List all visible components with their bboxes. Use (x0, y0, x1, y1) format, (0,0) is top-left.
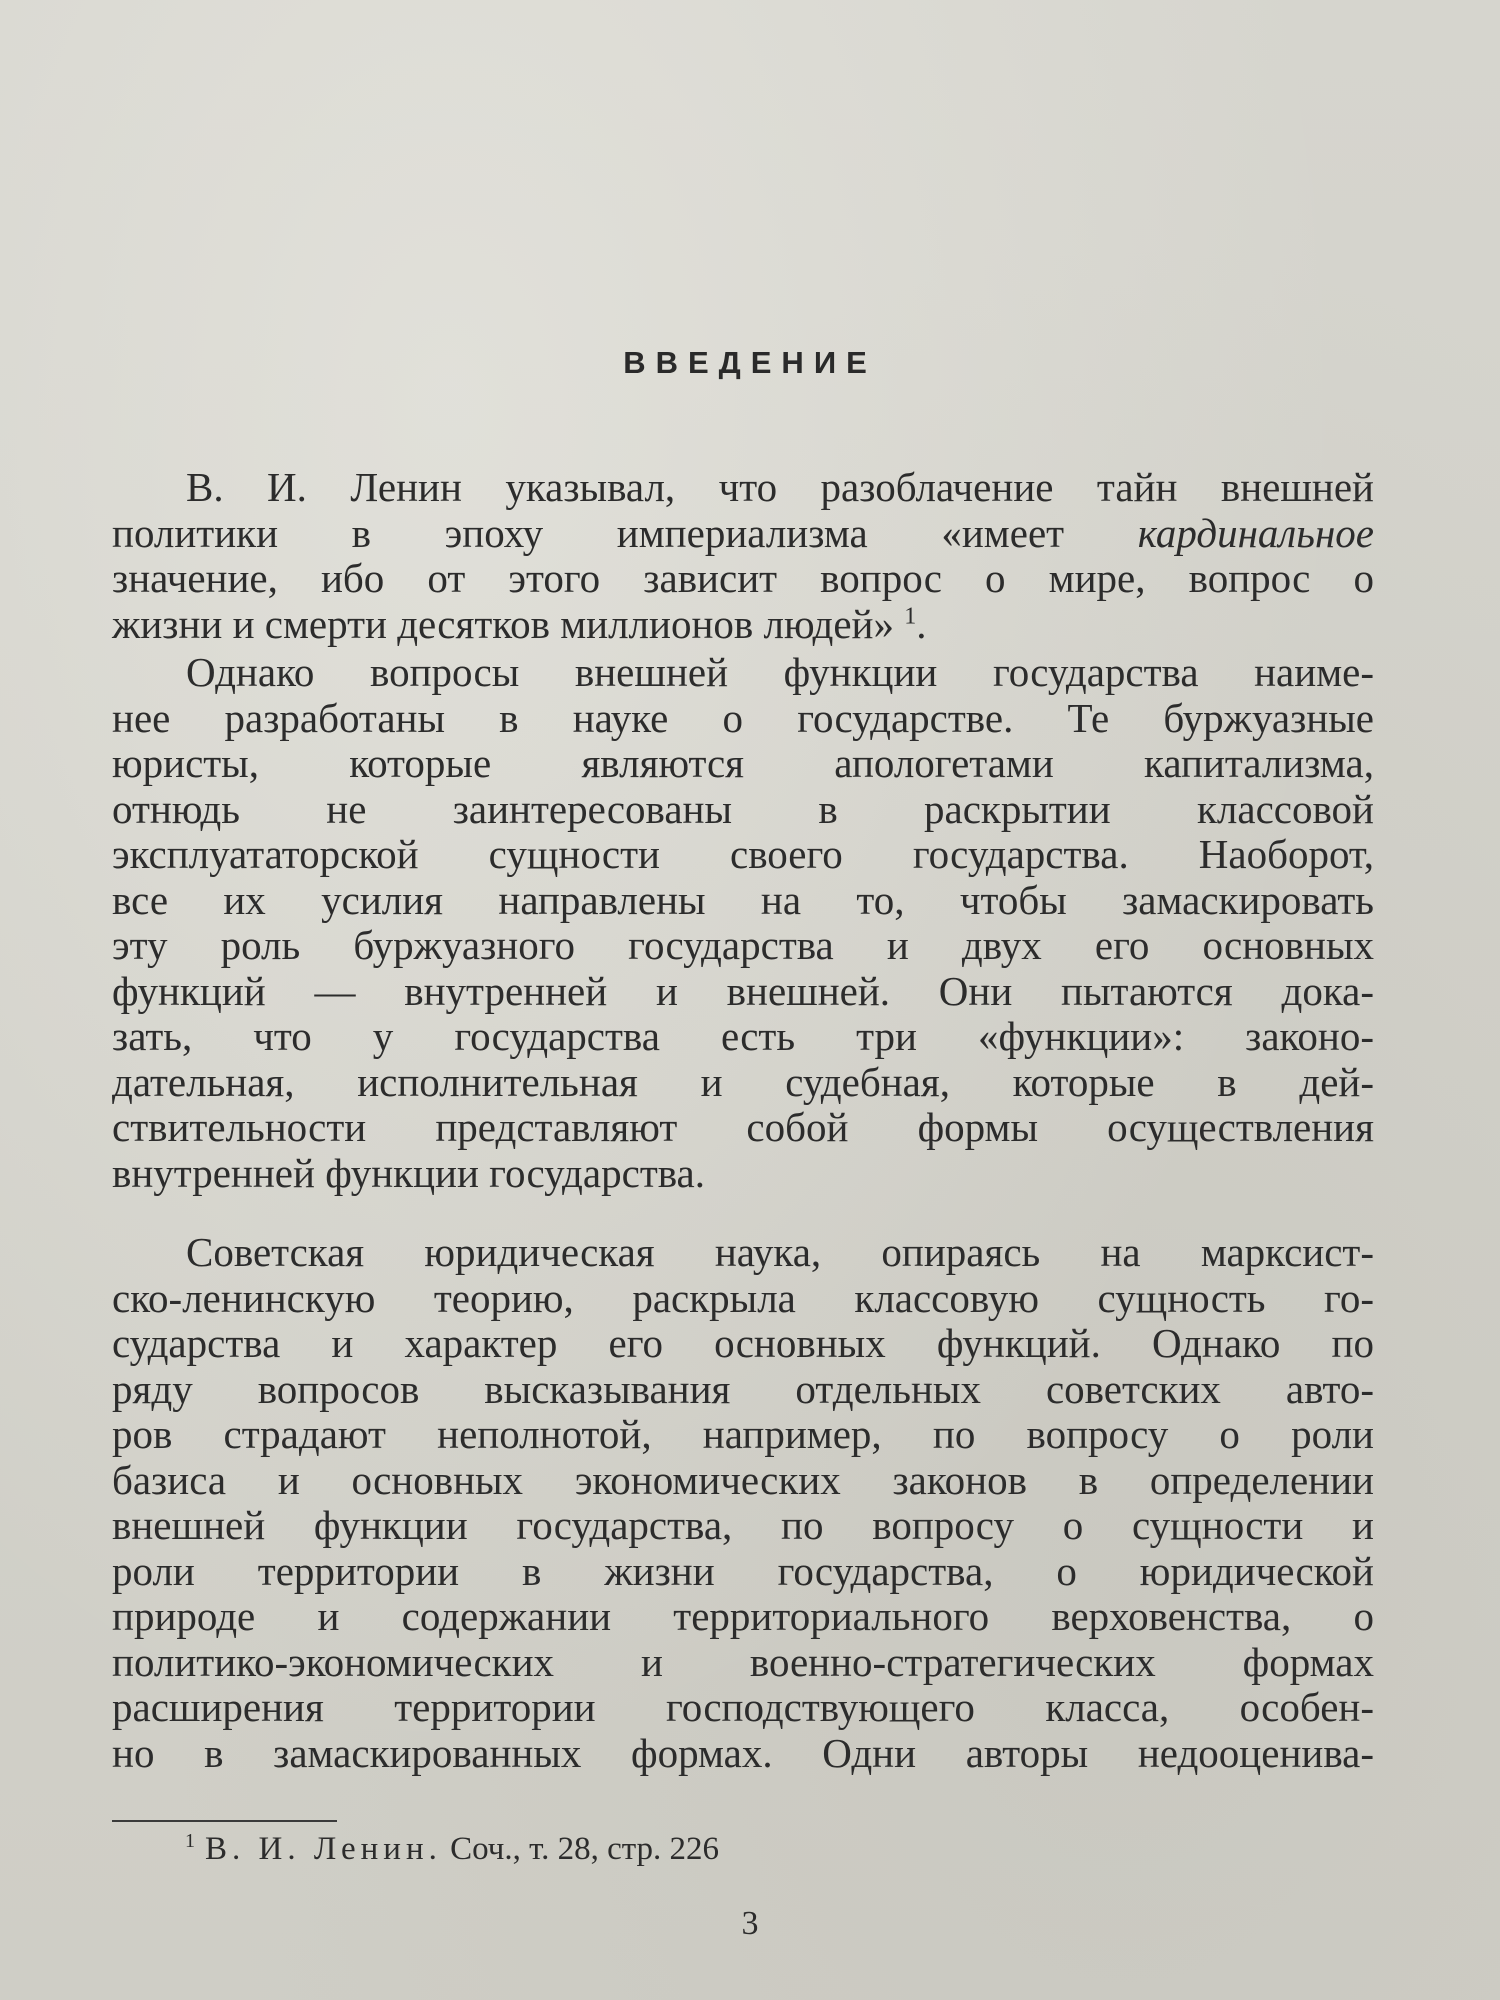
text-line: дательная, исполнительная и судебная, которые в дей- (112, 1058, 1374, 1105)
text-segment: . (916, 600, 927, 647)
text-segment: жизни и смерти десятков миллионов людей» (112, 600, 905, 647)
text-line: сударства и характер его основных функций. Однако по (112, 1320, 1374, 1366)
text-line: ров страдают неполнотой, например, по вопросу о роли (112, 1411, 1374, 1457)
text-line: расширения территории господствующего класса, особен- (112, 1684, 1374, 1730)
paragraph-2 (112, 650, 1374, 1196)
footnote-separator (112, 1820, 337, 1822)
text-line: зать, что у государства есть три «функции»: законо- (112, 1013, 1374, 1059)
italic-word: кардинальное (1137, 509, 1374, 556)
text-line: ряду вопросов высказывания отдельных советских авто- (112, 1365, 1374, 1412)
footnote-mark: 1 (185, 1830, 195, 1852)
text-line: природе и содержании территориального верховенства, о (112, 1593, 1374, 1639)
text-line: функций — внутренней и внешней. Они пытаются дока- (112, 967, 1374, 1014)
text-line: Однако вопросы внешней функции государства наиме- (186, 649, 1374, 695)
text-line: внутренней функции государства. (112, 1149, 705, 1196)
text-line: ско-ленинскую теорию, раскрыла классовую сущность го- (112, 1274, 1374, 1321)
text-line: отнюдь не заинтересованы в раскрытии классовой (112, 785, 1374, 832)
footnote-source: Соч., т. 28, стр. 226 (450, 1831, 720, 1867)
text-line: юристы, которые являются апологетами капитализма, (112, 740, 1374, 786)
text-line: все их усилия направлены на то, чтобы замаскировать (112, 876, 1374, 923)
text-line: значение, ибо от этого зависит вопрос о мире, вопрос о (112, 555, 1374, 601)
chapter-heading: ВВЕДЕНИЕ (623, 345, 877, 380)
paragraph-1 (112, 465, 1374, 647)
text-segment: политики в эпоху империализма «имеет (112, 509, 1138, 556)
text-line: В. И. Ленин указывал, что разоблачение тайн внешней (186, 464, 1374, 510)
text-line: базиса и основных экономических законов в определении (112, 1456, 1374, 1503)
text-line: политико-экономических и военно-стратегических формах (112, 1638, 1374, 1685)
page-number: 3 (741, 1905, 759, 1942)
text-line: внешней функции государства, по вопросу о сущности и (112, 1502, 1374, 1548)
text-line (112, 511, 1374, 557)
footnote-reference[interactable]: 1 (904, 602, 917, 629)
text-line: нее разработаны в науке о государстве. Те буржуазные (112, 694, 1374, 741)
text-line: роли территории в жизни государства, о юридической (112, 1547, 1374, 1594)
footnote (185, 1830, 719, 1868)
text-line: Советская юридическая наука, опираясь на марксист- (186, 1229, 1374, 1275)
footnote-author: В. И. Ленин. (205, 1831, 442, 1867)
paragraph-3 (112, 1230, 1374, 1776)
text-line: ствительности представляют собой формы осуществления (112, 1104, 1374, 1150)
text-line: но в замаскированных формах. Одни авторы недооценива- (112, 1729, 1374, 1776)
text-line: эту роль буржуазного государства и двух его основных (112, 922, 1374, 968)
text-line: эксплуататорской сущности своего государства. Наоборот, (112, 831, 1374, 877)
text-line (112, 602, 1374, 648)
